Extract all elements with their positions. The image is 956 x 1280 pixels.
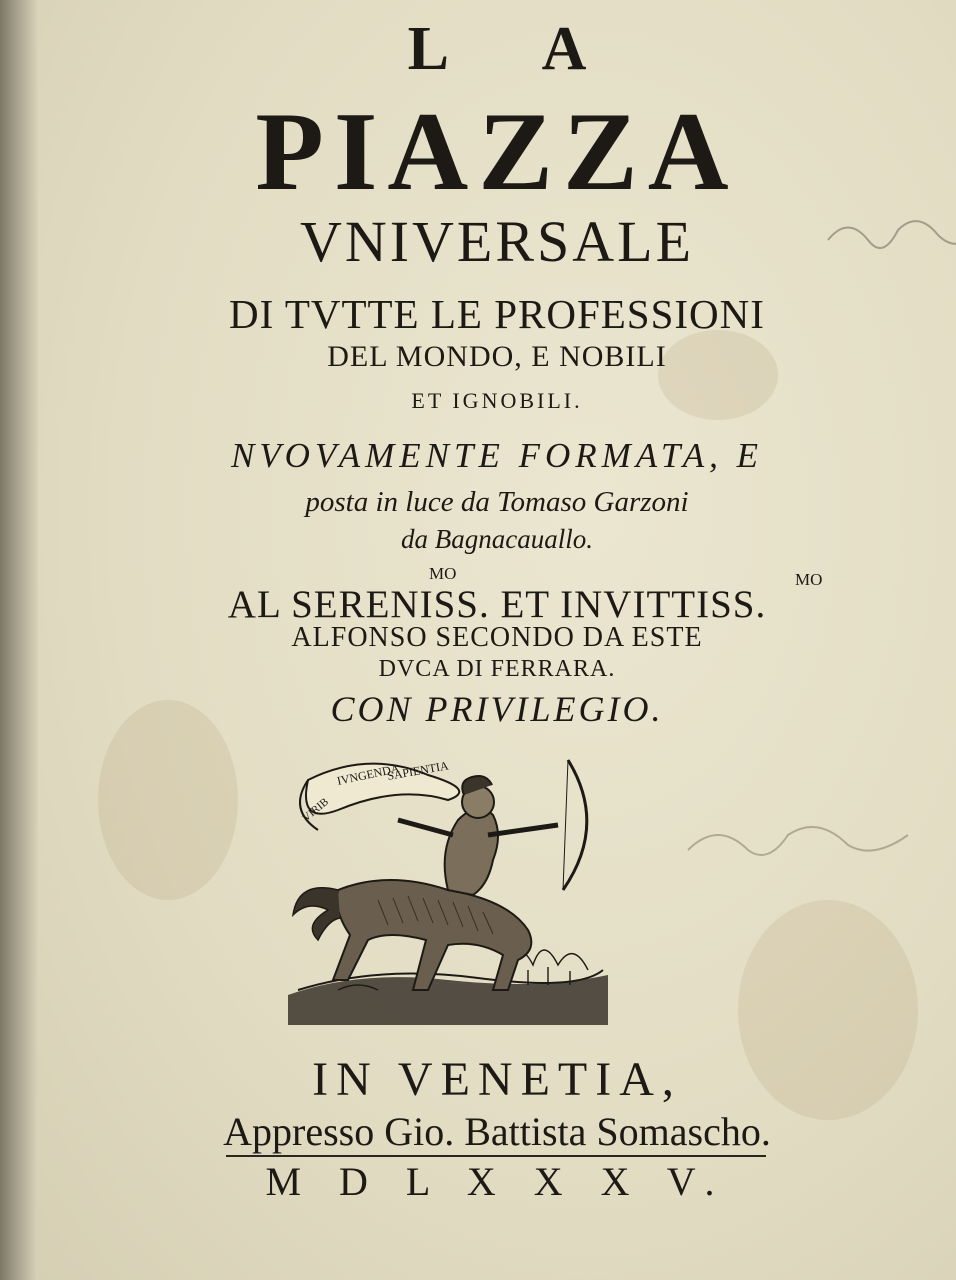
title-article: L A [407,15,629,83]
privilege-statement: CON PRIVILEGIO. [330,689,664,729]
centaur-printers-device [278,740,618,1030]
subtitle-professioni: DI TVTTE LE PROFESSIONI [229,291,765,337]
book-binding-edge [0,0,40,1280]
faint-pencil-marking [678,810,918,870]
dedication-line: AL SERENISS. ET INVITTISS. [227,583,767,626]
dedicatee-title: DVCA DI FERRARA. [378,656,616,682]
author-origin: da Bagnacauallo. [401,524,593,554]
device-motto: SAPIENTIA [386,758,450,783]
device-motto: VIRIB [300,795,331,825]
superscript-mo: MO [795,570,823,589]
dedicatee-name: ALFONSO SECONDO DA ESTE [291,622,703,653]
device-motto: IVNGENDA [335,761,401,788]
imprint-place: IN VENETIA, [312,1053,682,1106]
author-statement: posta in luce da Tomaso Garzoni [305,486,689,518]
imprint-year: M D L X X X V. [265,1159,729,1204]
imprint-printer: Appresso Gio. Battista Somascho. [223,1109,771,1154]
subtitle-mondo: DEL MONDO, E NOBILI [327,340,667,373]
title-page [38,0,956,1280]
superscript-mo: MO [429,564,457,583]
faint-pencil-marking [818,200,956,280]
subtitle-ignobili: ET IGNOBILI. [411,388,583,413]
title-main: PIAZZA [255,90,739,214]
divider-rule [226,1155,766,1157]
title-universale: VNIVERSALE [299,209,695,274]
edition-statement: NVOVAMENTE FORMATA, E [231,436,763,475]
